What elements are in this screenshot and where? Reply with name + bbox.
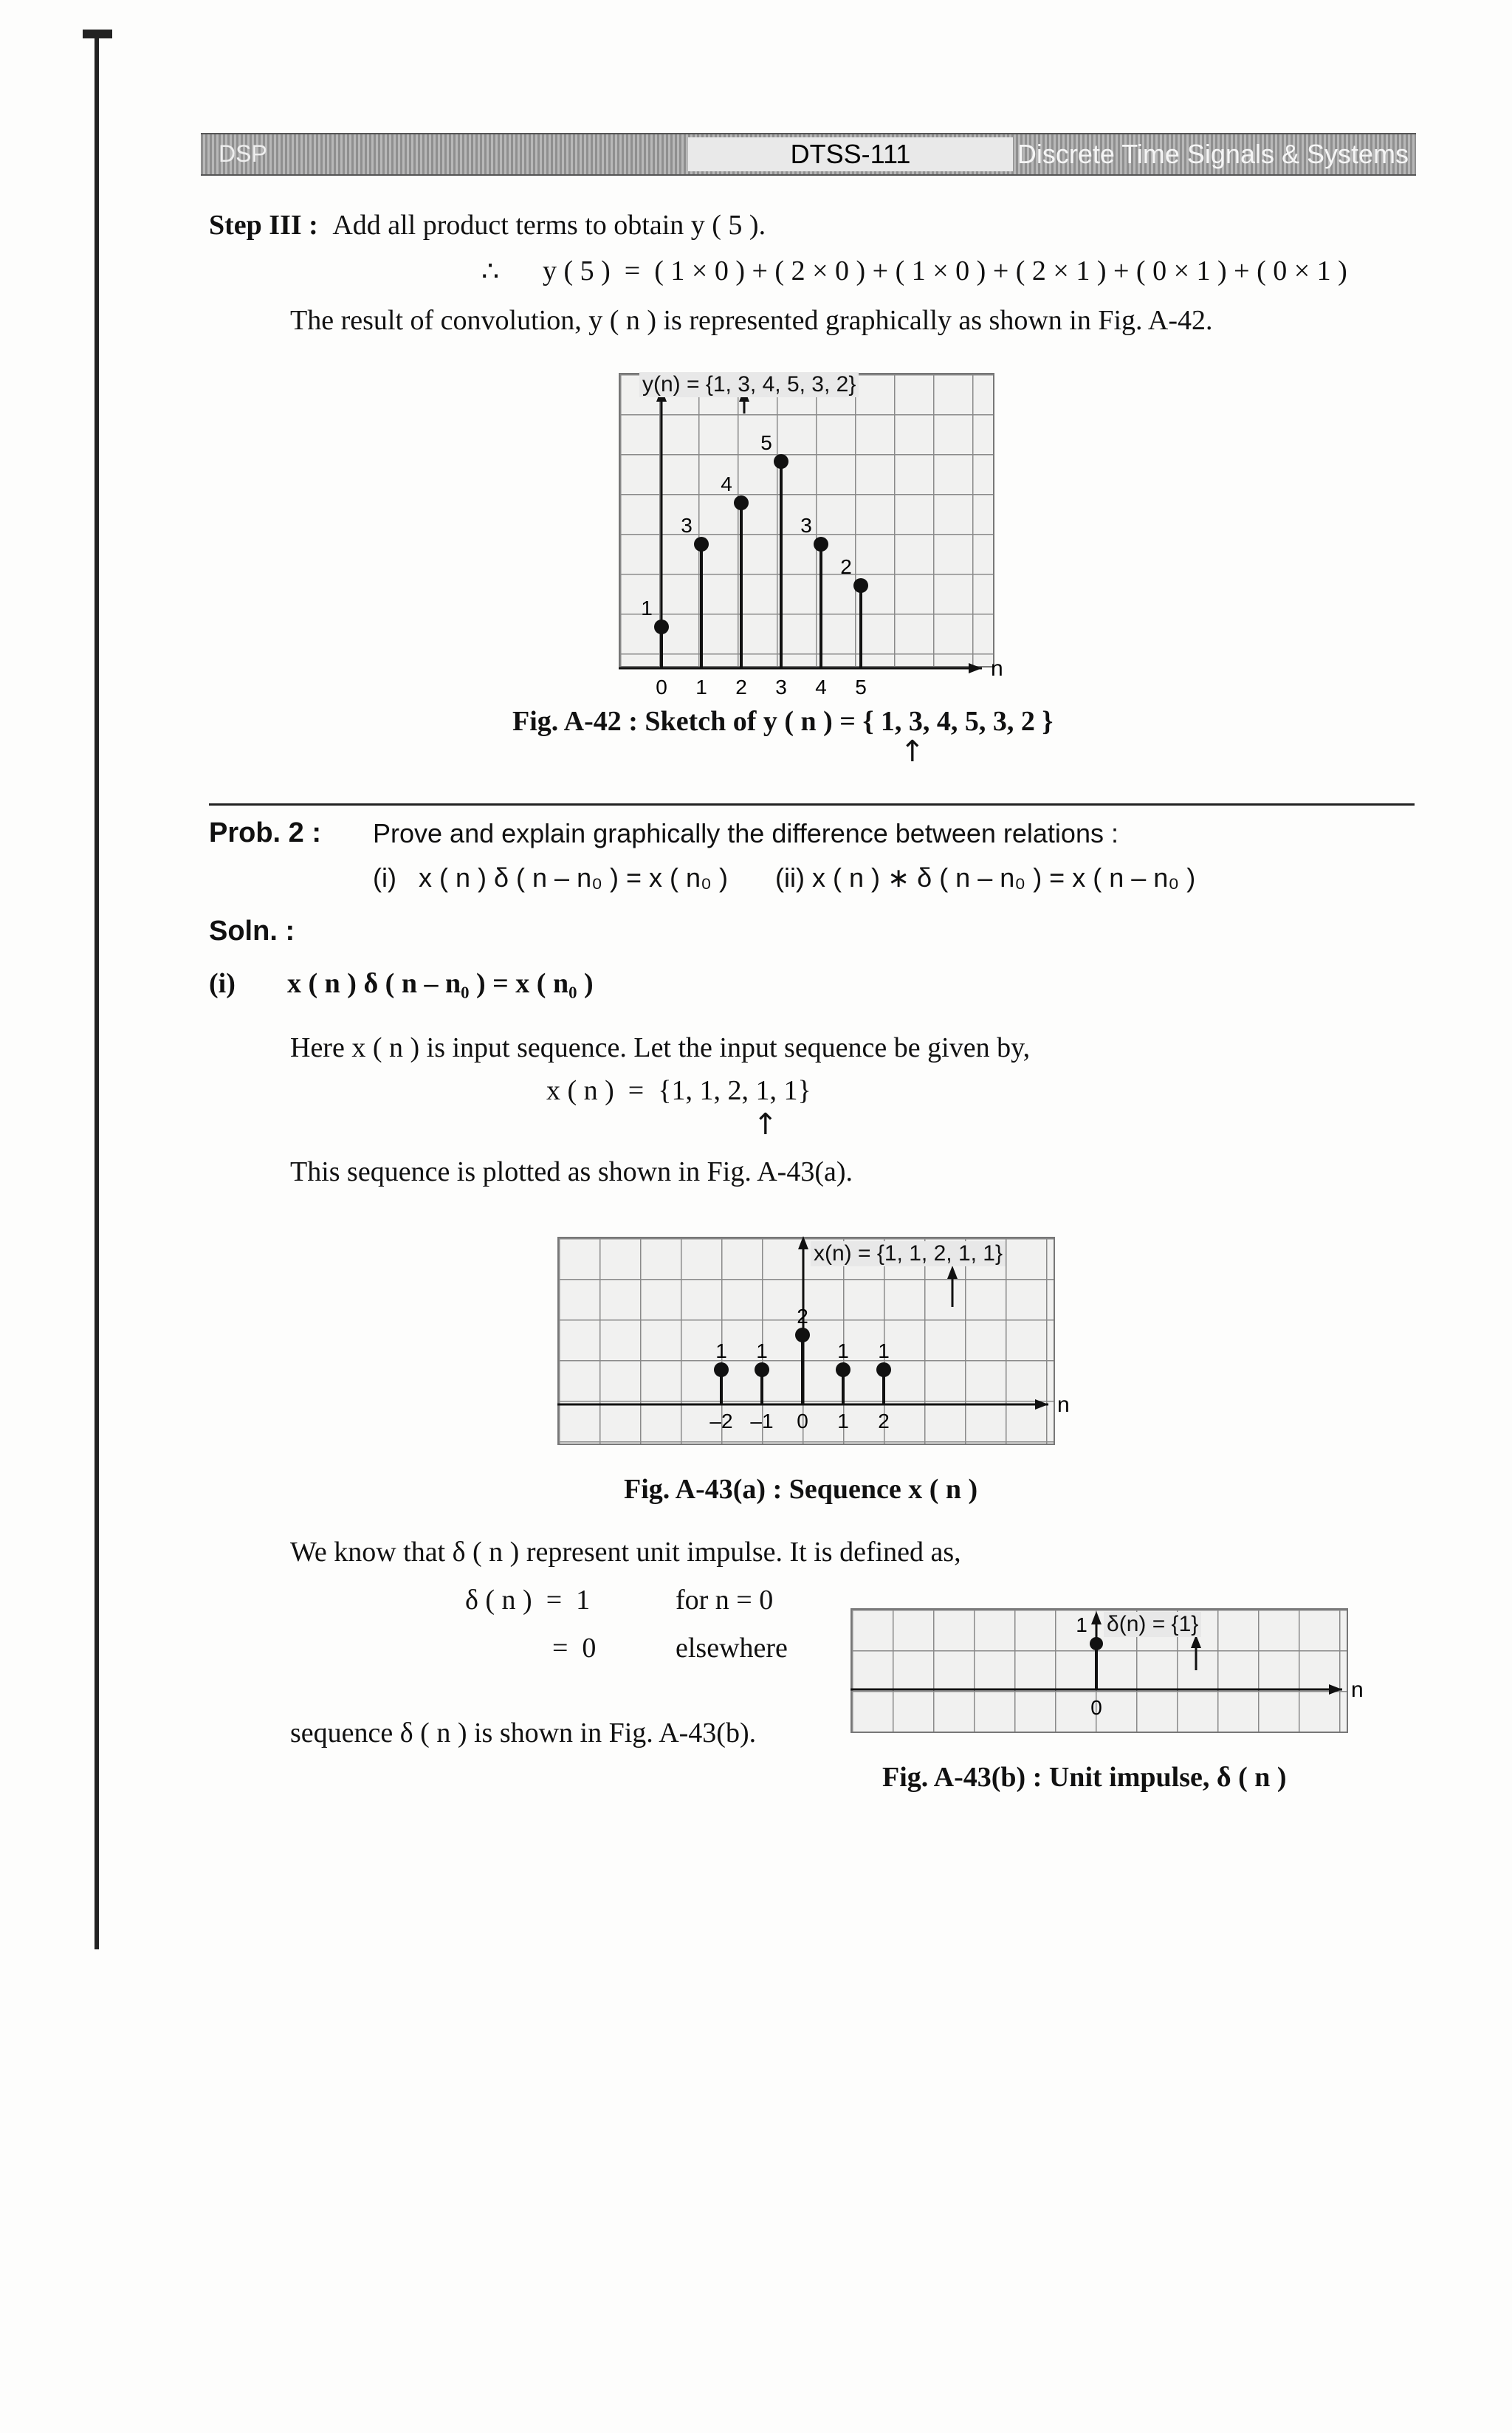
fig42-tick-label-0: 0: [656, 676, 667, 699]
step3-text: Add all product terms to obtain y ( 5 ).: [332, 210, 766, 241]
fig43a-tick-label-0: –2: [709, 1410, 733, 1432]
impulse-shown-text: sequence δ ( n ) is shown in Fig. A-43(b).: [290, 1717, 757, 1749]
soln-part-i-num: (i): [209, 968, 236, 999]
soln-plotted-text: This sequence is plotted as shown in Fig. A-43(a).: [290, 1156, 853, 1187]
step3-result-text: The result of convolution, y ( n ) is represented graphically as shown in Fig. A-42.: [290, 305, 1213, 336]
fig42-tick-label-1: 1: [695, 676, 707, 699]
fig43a-tick-label-1: –1: [750, 1410, 774, 1432]
fig43b-stem-dot-0: [1090, 1637, 1103, 1650]
soln-label: Soln. :: [209, 916, 295, 947]
soln-xn-eq: x ( n ) = {1, 1, 2, 1, 1}: [546, 1075, 811, 1106]
fig43b-origin-arrowhead-0: [1091, 1611, 1102, 1624]
fig43a-tick-label-2: 0: [797, 1410, 808, 1432]
fig43b-label: δ(n) = {1}: [1104, 1612, 1201, 1637]
fig42-value-label-5: 2: [840, 555, 852, 578]
fig43b-caption: Fig. A-43(b) : Unit impulse, δ ( n ): [882, 1762, 1287, 1793]
fig43b-tick-label-0: 0: [1090, 1696, 1102, 1719]
prob2-item-ii: (ii) x ( n ) ∗ δ ( n – n₀ ) = x ( n – n₀ ): [775, 862, 1196, 893]
impulse-line1-lhs: δ ( n ) = 1: [465, 1585, 591, 1616]
fig43a-label: x(n) = {1, 1, 2, 1, 1}: [811, 1241, 1006, 1266]
impulse-line1-cond: for n = 0: [676, 1585, 774, 1616]
fig42-caption: Fig. A-42 : Sketch of y ( n ) = { 1, 3, 4, 5, 3, 2 }: [512, 706, 1054, 737]
fig43b-axis-var-label: n: [1351, 1678, 1364, 1702]
fig43a-value-label-2: 2: [797, 1305, 808, 1328]
impulse-intro: We know that δ ( n ) represent unit impulse. It is defined as,: [290, 1537, 961, 1568]
fig42-value-label-3: 5: [760, 431, 772, 454]
fig43a-value-label-0: 1: [715, 1339, 727, 1362]
fig42-value-label-4: 3: [800, 514, 812, 537]
fig43a-axis-var-label: n: [1057, 1393, 1070, 1417]
soln-input-text: Here x ( n ) is input sequence. Let the input sequence be given by,: [290, 1032, 1031, 1063]
step3-equation: y ( 5 ) = ( 1 × 0 ) + ( 2 × 0 ) + ( 1 × 0 ) + ( 2 × 1 ) + ( 0 × 1 ) + ( 0 × 1 ): [543, 255, 1347, 286]
impulse-line2-cond: elsewhere: [676, 1633, 788, 1664]
fig43b-n-axis-arrowhead: [1329, 1684, 1342, 1695]
header-left: DSP: [219, 140, 267, 167]
fig42-tick-label-3: 3: [775, 676, 787, 699]
fig43b-value-label-0: 1: [1076, 1613, 1087, 1636]
fig42-caption-arrow: ↑: [900, 735, 925, 769]
fig43a-value-label-3: 1: [837, 1339, 849, 1362]
fig42-tick-label-5: 5: [855, 676, 867, 699]
prob2-label: Prob. 2 :: [209, 817, 322, 848]
fig43a-caption: Fig. A-43(a) : Sequence x ( n ): [624, 1474, 978, 1505]
fig43a-tick-label-3: 1: [837, 1410, 849, 1432]
fig42-tick-label-2: 2: [735, 676, 747, 699]
impulse-line2-lhs: = 0: [552, 1633, 597, 1664]
fig42-tick-label-4: 4: [815, 676, 827, 699]
fig42-value-label-2: 4: [721, 473, 732, 495]
fig43a-tick-label-4: 2: [878, 1410, 890, 1432]
fig42-value-label-1: 3: [681, 514, 693, 537]
fig42-value-label-0: 1: [641, 597, 653, 620]
fig42-label: y(n) = {1, 3, 4, 5, 3, 2}: [639, 372, 859, 397]
soln-xn-arrow: ↑: [753, 1108, 778, 1142]
fig43a-value-label-4: 1: [878, 1339, 890, 1362]
soln-part-i-eq: x ( n ) δ ( n – n₀ ) = x ( n₀ ): [287, 968, 594, 999]
step3-therefore: ∴: [481, 256, 500, 287]
header-center: DTSS-111: [688, 137, 1013, 171]
header-right: Discrete Time Signals & Systems: [1017, 139, 1409, 169]
fig42-axis-var-label: n: [991, 656, 1003, 681]
prob2-text: Prove and explain graphically the difference between relations :: [373, 818, 1118, 848]
prob2-item-i: (i) x ( n ) δ ( n – n₀ ) = x ( n₀ ): [373, 862, 728, 893]
fig43a-value-label-1: 1: [756, 1339, 768, 1362]
step3-label: Step III :: [209, 210, 318, 241]
